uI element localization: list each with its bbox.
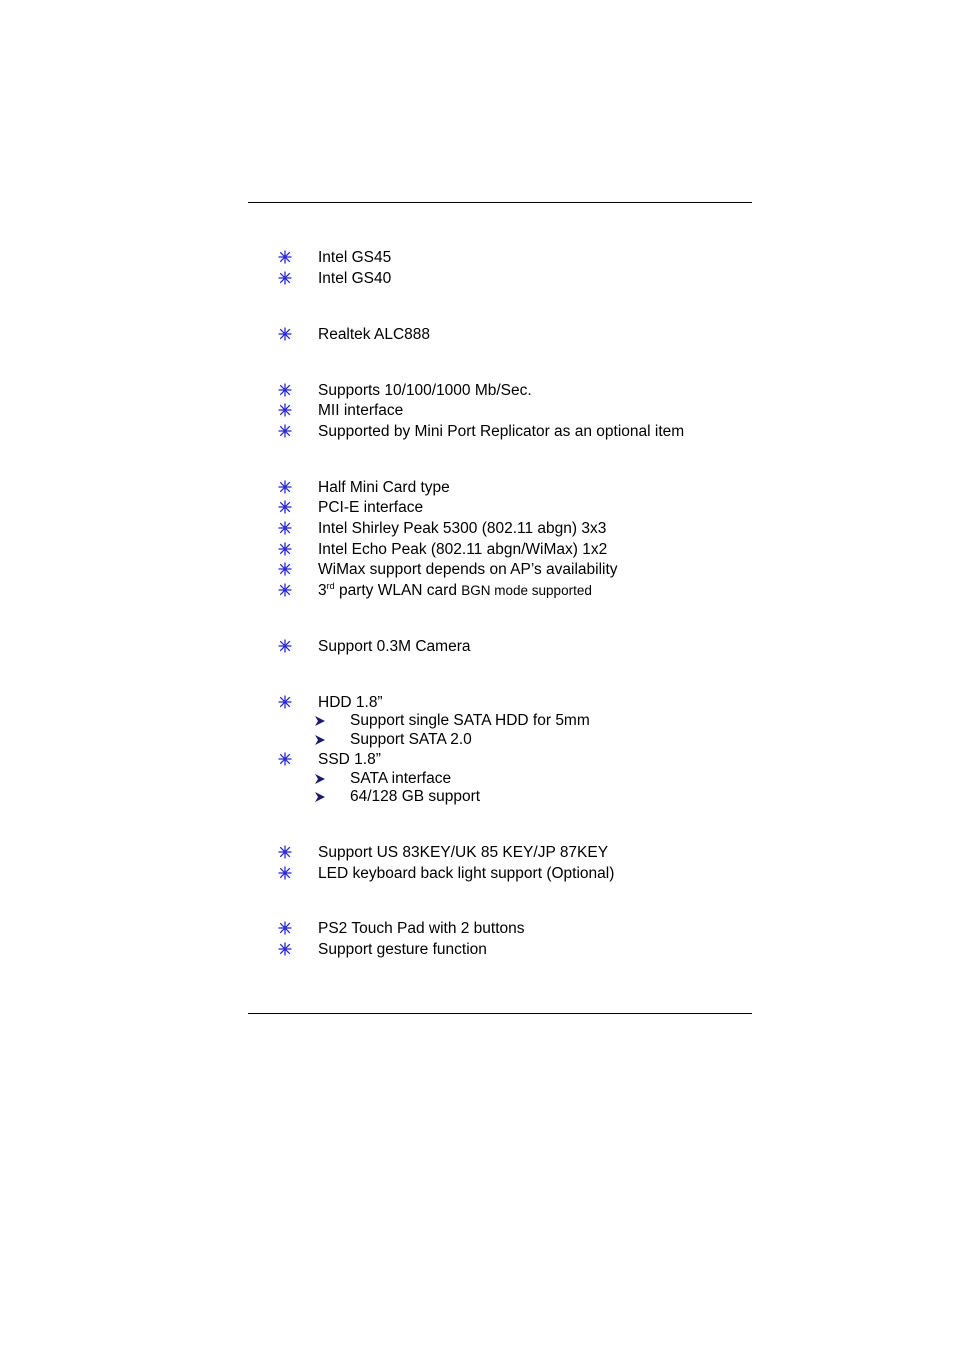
list-item-text: SSD 1.8”	[318, 751, 381, 768]
snowflake-bullet-icon	[278, 403, 292, 417]
list-item-text: PCI-E interface	[318, 499, 424, 516]
snowflake-bullet-icon	[278, 424, 292, 438]
snowflake-bullet-icon	[278, 383, 292, 397]
list-item-text: Intel GS40	[318, 270, 392, 287]
snowflake-bullet-icon	[278, 752, 292, 766]
header-rule	[248, 202, 752, 203]
list-item-text	[318, 581, 592, 601]
snowflake-bullet-icon	[278, 942, 292, 956]
list-item-text: Supports 10/100/1000 Mb/Sec.	[318, 382, 532, 399]
snowflake-bullet-icon	[278, 562, 292, 576]
list-item-text: Intel GS45	[318, 249, 392, 266]
snowflake-bullet-icon	[278, 845, 292, 859]
list-item-text: PS2 Touch Pad with 2 buttons	[318, 920, 525, 937]
list-item-text: Realtek ALC888	[318, 326, 431, 343]
snowflake-bullet-icon	[278, 521, 292, 535]
list-item-text: LED keyboard back light support (Optional)	[318, 865, 615, 882]
snowflake-bullet-icon	[278, 250, 292, 264]
list-item-text: MII interface	[318, 402, 404, 419]
sub-list-item-text: Support single SATA HDD for 5mm	[350, 712, 590, 729]
arrow-bullet-icon	[314, 715, 326, 727]
snowflake-bullet-icon	[278, 480, 292, 494]
footer-rule	[248, 1013, 752, 1014]
list-item-text: Intel Echo Peak (802.11 abgn/WiMax) 1x2	[318, 541, 608, 558]
ordinal-number: 3	[318, 582, 327, 599]
ordinal-suffix: rd	[326, 581, 335, 591]
item-small-text: BGN mode supported	[461, 583, 592, 598]
list-item-text: WiMax support depends on AP’s availability	[318, 561, 618, 578]
snowflake-bullet-icon	[278, 583, 292, 597]
list-item-text: Support gesture function	[318, 941, 487, 958]
list-item-text: Intel Shirley Peak 5300 (802.11 abgn) 3x3	[318, 520, 607, 537]
snowflake-bullet-icon	[278, 695, 292, 709]
snowflake-bullet-icon	[278, 921, 292, 935]
arrow-bullet-icon	[314, 734, 326, 746]
sub-list-item-text: Support SATA 2.0	[350, 731, 472, 748]
list-item-text: Support US 83KEY/UK 85 KEY/JP 87KEY	[318, 844, 609, 861]
list-item-text: Half Mini Card type	[318, 479, 450, 496]
arrow-bullet-icon	[314, 773, 326, 785]
item-main-text: party WLAN card	[334, 582, 462, 599]
arrow-bullet-icon	[314, 791, 326, 803]
snowflake-bullet-icon	[278, 639, 292, 653]
list-item-text: HDD 1.8”	[318, 694, 383, 711]
snowflake-bullet-icon	[278, 866, 292, 880]
sub-list-item-text: 64/128 GB support	[350, 788, 481, 805]
snowflake-bullet-icon	[278, 542, 292, 556]
snowflake-bullet-icon	[278, 500, 292, 514]
snowflake-bullet-icon	[278, 327, 292, 341]
list-item-text: Support 0.3M Camera	[318, 638, 471, 655]
list-item-text: Supported by Mini Port Replicator as an optional item	[318, 423, 685, 440]
snowflake-bullet-icon	[278, 271, 292, 285]
sub-list-item-text: SATA interface	[350, 770, 452, 787]
